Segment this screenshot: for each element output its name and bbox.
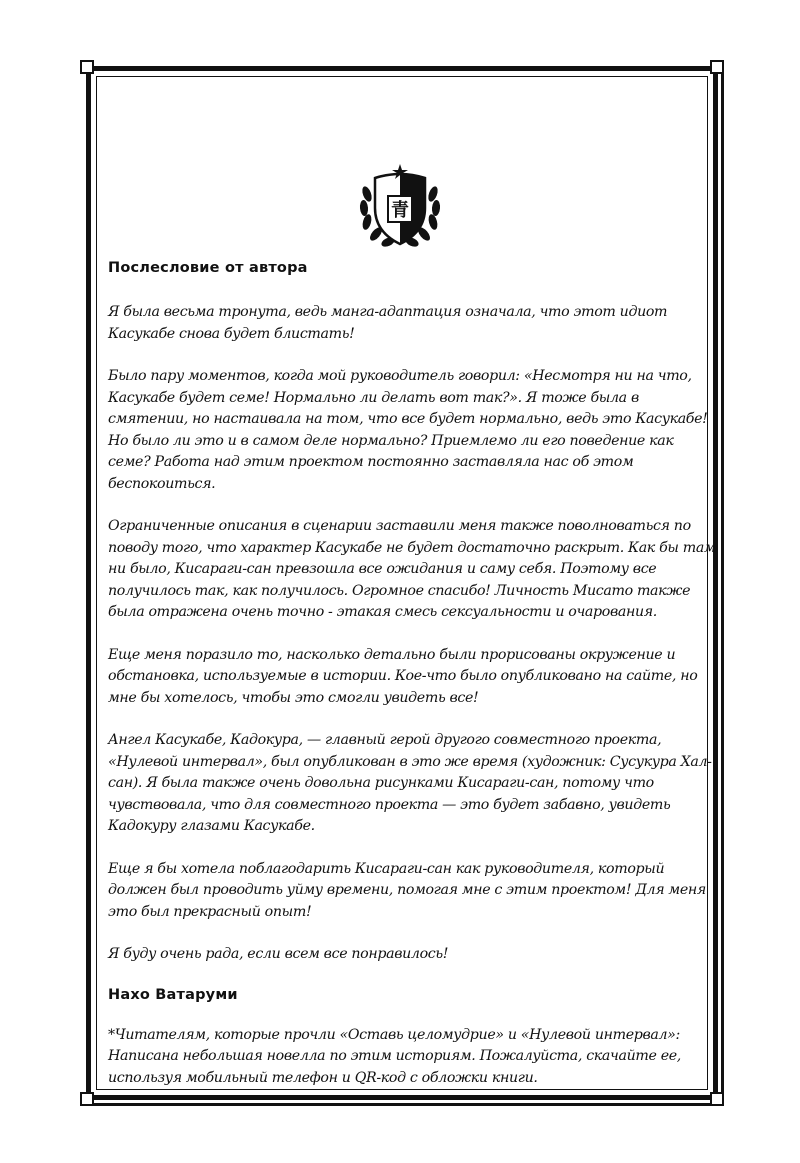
reader-note: *Читателям, которые прочли «Оставь целомудрие» и «Нулевой интервал»: Написана небольшая новелла по этим историям. Пожалуйста, скачайте ее, используя мобильный телефон и QR-код с обложки книги. [108,1026,681,1086]
afterword-paragraph: Было пару моментов, когда мой руководитель говорил: «Несмотря ни на что, Касукабе будет семе! Нормально ли делать вот так?». Я тоже была в смятении, но настаивала на том, что все будет нормально, ведь это Касукабе! Но было ли это и в самом деле нормально? Приемлемо ли его поведение как семе? Работа над этим проектом постоянно заставляла нас об этом беспокоиться. [108,368,708,492]
afterword-content [108,260,718,1089]
afterword-paragraph: Я была весьма тронута, ведь манга-адаптация означала, что этот идиот Касукабе снова будет блистать! [108,304,668,342]
frame-corner-bottom-left [80,1092,94,1106]
author-signature: Нахо Ватаруми [108,986,238,1003]
afterword-paragraph: Ангел Касукабе, Кадокура, — главный герой другого совместного проекта, «Нулевой интервал», был опубликован в это же время (художник: Сусукура Хал-сан). Я была также очень довольна рисунками Кисараги-сан, потому что чувствовала, что для совместного проекта — это будет забавно, увидеть Кадокуру глазами Касукабе. [108,732,712,834]
school-crest-icon [355,160,445,250]
afterword-paragraph: Еще меня поразило то, насколько детально были прорисованы окружение и обстановка, используемые в истории. Кое-что было опубликовано на сайте, но мне бы хотелось, чтобы это смогли увидеть все! [108,646,698,706]
afterword-paragraph: Я буду очень рада, если всем все понравилось! [108,946,449,962]
afterword-paragraph: Еще я бы хотела поблагодарить Кисараги-сан как руководителя, который должен был проводить уйму времени, помогая мне с этим проектом! Для меня это был прекрасный опыт! [108,860,706,920]
afterword-title: Послесловие от автора [108,260,308,276]
crest-glyph: 青 [391,200,409,221]
frame-corner-top-left [80,60,94,74]
frame-corner-bottom-right [710,1092,724,1106]
afterword-paragraph: Ограниченные описания в сценарии заставили меня также поволноваться по поводу того, что характер Касукабе не будет достаточно раскрыт. Как бы там ни было, Кисараги-сан превзошла все ожидания и саму себя. Поэтому все получилось так, как получилось. Огромное спасибо! Личность Мисато также была отражена очень точно - этакая смесь сексуальности и очарования. [108,518,716,620]
frame-corner-top-right [710,60,724,74]
